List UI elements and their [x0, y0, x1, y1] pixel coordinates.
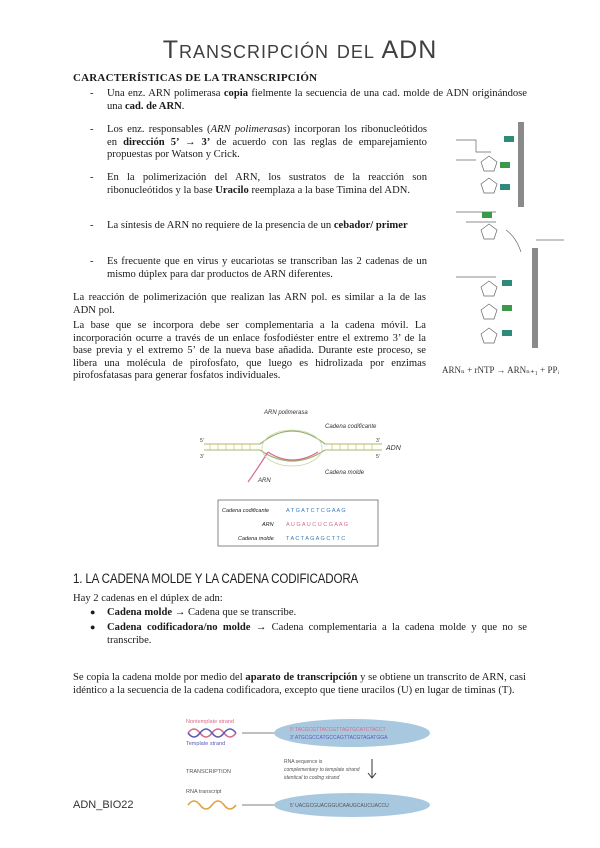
box-coding-seq: A T G A T C T C G A A G: [286, 508, 346, 514]
box-coding-label: Cadena codificante: [222, 508, 270, 514]
bullet-marker: ●: [90, 622, 96, 632]
section-heading: 1. LA CADENA MOLDE Y LA CADENA CODIFICADORA: [73, 571, 359, 586]
box-arn-seq: A U G A U C U C G A A G: [286, 522, 349, 528]
note-line: RNA sequence is: [284, 759, 323, 765]
polymerase-label: ARN polimerasa: [264, 410, 308, 416]
transcription-bubble-diagram: [200, 408, 410, 548]
nucleotide-polymerization-figure: [436, 112, 568, 362]
template-sequence: 3' ATGCGCCATGCCAGTTACGTAGATGGA: [290, 735, 388, 741]
end-label: 3': [376, 438, 380, 444]
end-label: 3': [200, 454, 204, 460]
dash-marker: -: [90, 88, 94, 99]
page-title: Transcripción del ADN: [162, 36, 438, 64]
end-label: 5': [376, 454, 380, 460]
coding-strand-label: Cadena codificante: [325, 424, 377, 430]
reaction-equation: ARNₙ + rNTP → ARNₙ₊₁ + PPᵢ: [442, 365, 559, 375]
paragraph: Hay 2 cadenas en el dúplex de adn:: [73, 593, 223, 604]
paragraph: Se copia la cadena molde por medio del aparato de transcripción y se obtiene un transcrito de ARN, casi idéntico a la secuencia de la cadena codificadora, excepto que tiene uracilos (U) en lugar de timinas (T).: [73, 672, 526, 696]
note-line: identical to coding strand: [284, 775, 340, 781]
note-line: complementary to template strand: [284, 767, 360, 773]
arn-label: ARN: [258, 478, 271, 484]
end-label: 5': [200, 438, 204, 444]
rna-sequence: 5' UACGCGUACGGUCAAUGCAUCUACCU: [290, 803, 389, 809]
dash-marker: -: [90, 256, 94, 267]
transcription-label: TRANSCRIPTION: [186, 769, 231, 775]
rna-transcript-label: RNA transcript: [186, 789, 222, 795]
box-template-label: Cadena molde: [238, 536, 274, 542]
dash-marker: -: [90, 220, 94, 231]
box-arn-label: ARN: [262, 522, 274, 528]
footer-label: ADN_BIO22: [73, 799, 134, 811]
transcription-strands-figure: [186, 717, 448, 841]
adn-label: ADN: [386, 445, 401, 452]
box-template-seq: T A C T A G A G C T T C: [286, 536, 346, 542]
bullet-marker: ●: [90, 607, 96, 617]
paragraph: La reacción de polimerización que realizan las ARN pol. es similar a la de las ADN pol.: [73, 292, 426, 316]
nontemplate-label: Nontemplate strand: [186, 719, 234, 725]
paragraph: La base que se incorpora debe ser complementaria a la cadena móvil. La incorporación ocurre a través de un enlace fosfodiéster entre el extremo 3’ de la base previa y el extremo 5’ de la nueva base añadida. Durante este proceso, se libera una molécula de pirofosfato, que luego es hidrolizada por enzimas pirofosfatasas para generar fosfatos individuales.: [73, 320, 426, 382]
template-label: Template strand: [186, 741, 226, 747]
nontemplate-sequence: 5' TACGCGTTACCGTTAGTGCATCTACCT: [290, 727, 386, 733]
dash-marker: -: [90, 172, 94, 183]
dash-marker: -: [90, 124, 94, 135]
down-arrow-icon: [368, 759, 376, 778]
template-strand-label: Cadena molde: [325, 470, 365, 476]
section-heading: CARACTERÍSTICAS DE LA TRANSCRIPCIÓN: [73, 72, 318, 84]
